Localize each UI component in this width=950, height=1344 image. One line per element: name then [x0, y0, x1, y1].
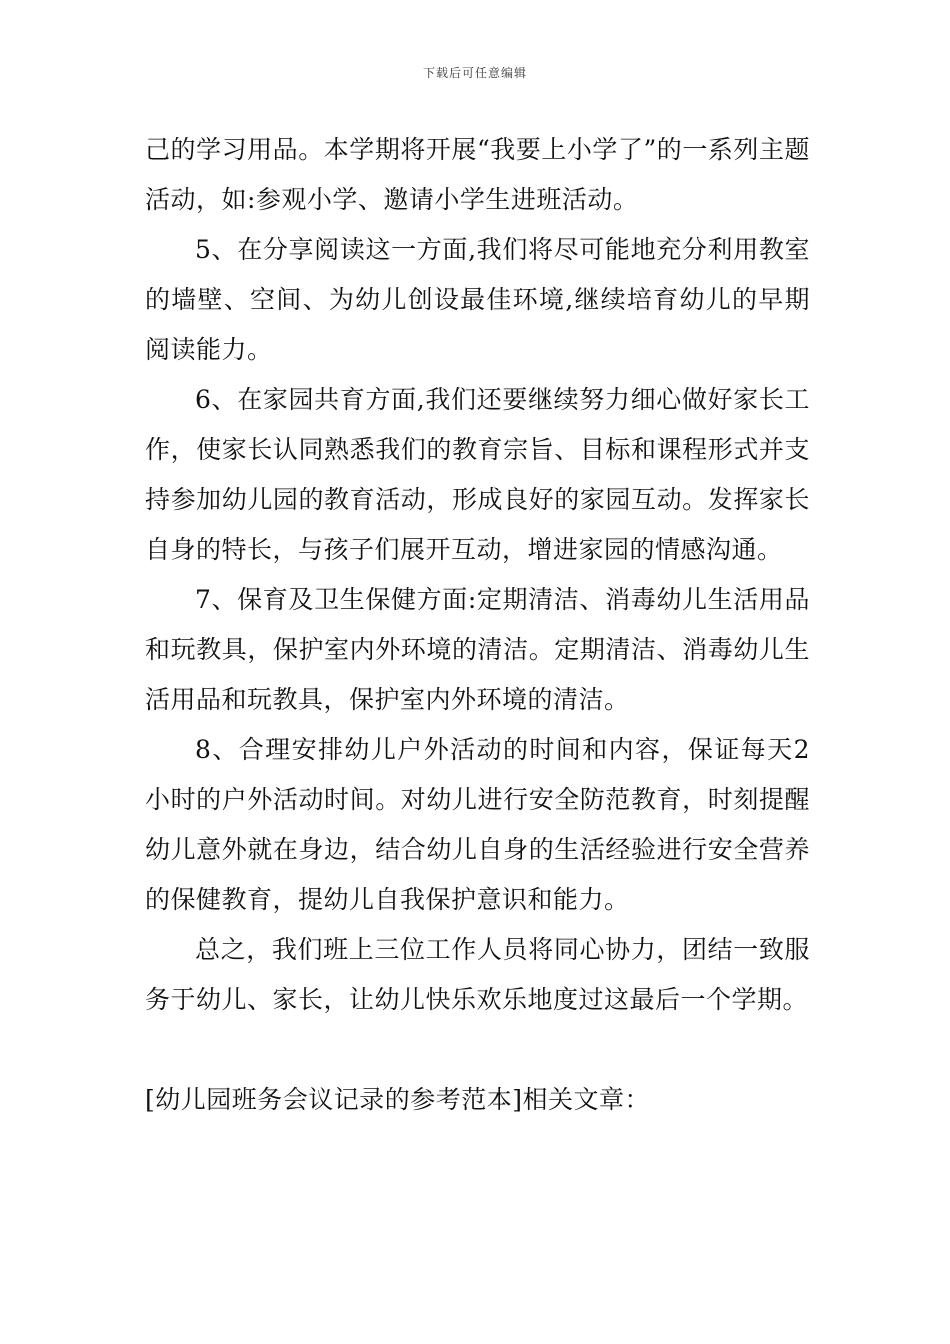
paragraph-item-7: 7、保育及卫生保健方面:定期清洁、消毒幼儿生活用品和玩教具，保护室内外环境的清洁。定期清洁、消毒幼儿生活用品和玩教具，保护室内外环境的清洁。 — [145, 585, 810, 714]
paragraph-continuation: 己的学习用品。本学期将开展“我要上小学了”的一系列主题活动，如:参观小学、邀请小学生进班活动。 — [145, 135, 810, 214]
page-header: 下载后可任意编辑 — [422, 66, 527, 80]
document-body — [145, 125, 810, 1125]
paragraph-item-5: 5、在分享阅读这一方面,我们将尽可能地充分利用教室的墙壁、空间、为幼儿创设最佳环境,继续培育幼儿的早期阅读能力。 — [145, 235, 810, 364]
paragraph-summary: 总之，我们班上三位工作人员将同心协力，团结一致服务于幼儿、家长，让幼儿快乐欢乐地度过这最后一个学期。 — [145, 935, 810, 1014]
paragraph-item-6: 6、在家园共育方面,我们还要继续努力细心做好家长工作，使家长认同熟悉我们的教育宗旨、目标和课程形式并支持参加幼儿园的教育活动，形成良好的家园互动。发挥家长自身的特长，与孩子们展开互动，增进家园的情感沟通。 — [145, 385, 810, 564]
related-articles-link[interactable]: [幼儿园班务会议记录的参考范本]相关文章： — [145, 1085, 651, 1114]
paragraph-item-8: 8、合理安排幼儿户外活动的时间和内容，保证每天2小时的户外活动时间。对幼儿进行安全防范教育，时刻提醒幼儿意外就在身边，结合幼儿自身的生活经验进行安全营养的保健教育，提幼儿自我保护意识和能力。 — [145, 735, 810, 914]
